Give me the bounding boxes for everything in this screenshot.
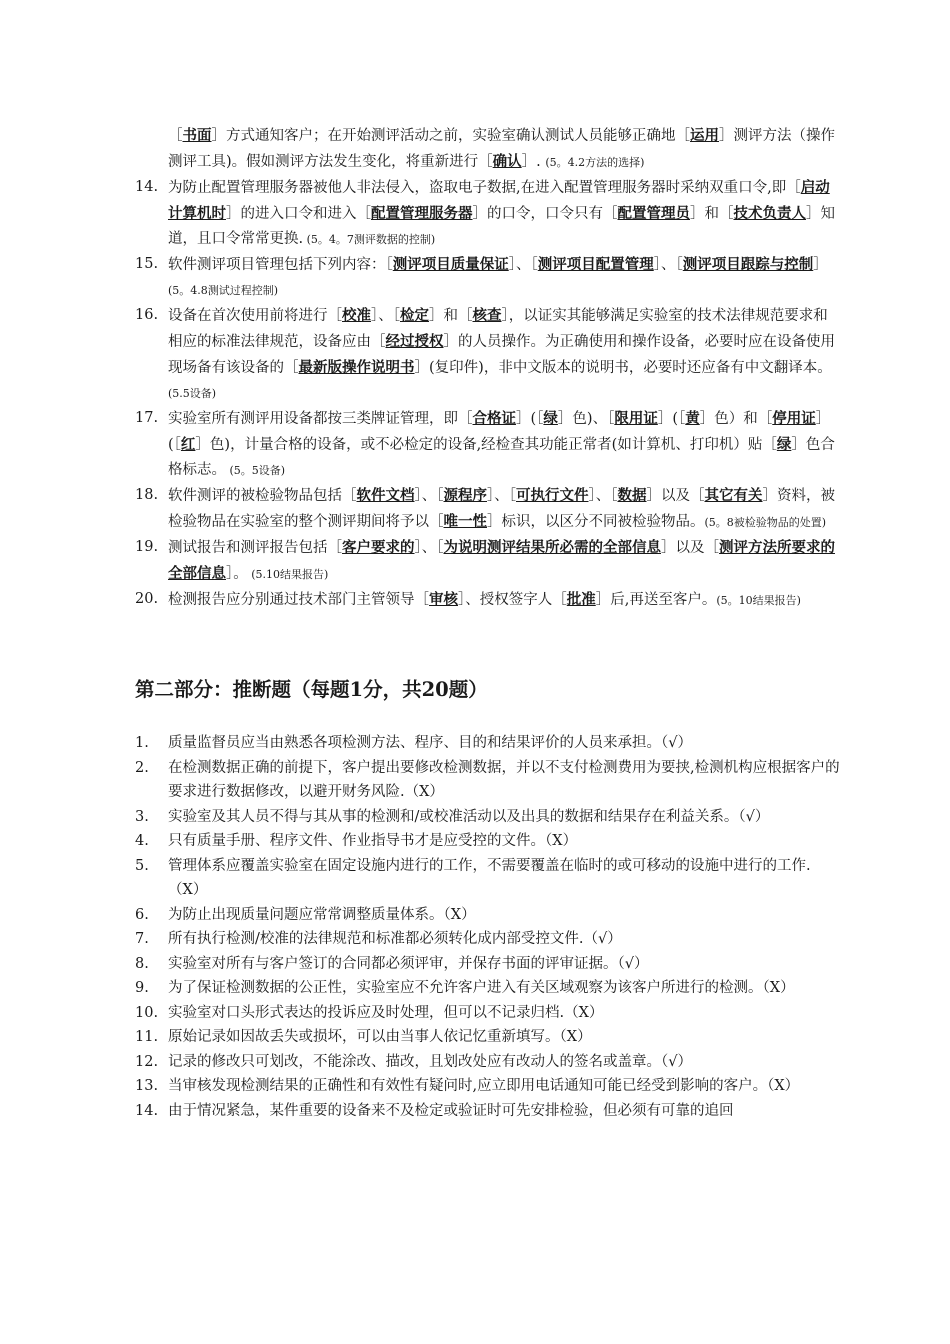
fill-in-blank-item bbox=[135, 406, 840, 483]
section-reference: (5。5设备) bbox=[226, 464, 286, 477]
question-text: ［ bbox=[168, 128, 183, 144]
question-text: ］的进入口令和进入［ bbox=[226, 206, 371, 222]
answer-blank: 为说明测评结果所必需的全部信息 bbox=[443, 539, 661, 556]
item-number: 9. bbox=[135, 980, 149, 996]
question-text: 软件测评项目管理包括下列内容：［ bbox=[168, 257, 393, 273]
answer-blank: 确认 bbox=[492, 153, 522, 170]
item-number: 5. bbox=[135, 857, 149, 874]
statement-text: 质量监督员应当由熟悉各项检测方法、程序、目的和结果评价的人员来承担。（√） bbox=[168, 735, 692, 751]
item-number: 6. bbox=[135, 906, 149, 923]
statement-text: 实验室及其人员不得与其从事的检测和/或校准活动以及出具的数据和结果存在利益关系。（√） bbox=[168, 808, 770, 825]
question-text: ］和［ bbox=[429, 308, 473, 324]
answer-blank: 配置管理员 bbox=[617, 205, 690, 222]
answer-blank: 配置管理服务器 bbox=[371, 205, 473, 222]
fill-in-blank-item bbox=[135, 535, 840, 587]
question-text: ］色)，计量合格的设备，或不必检定的设备,经检查其功能正常者(如计算机、打印机）贴［ bbox=[195, 437, 777, 453]
section-reference: (5.10结果报告) bbox=[247, 568, 329, 581]
answer-blank: 绿 bbox=[543, 410, 558, 427]
answer-blank: 其它有关 bbox=[704, 487, 763, 504]
question-text: ］、［ bbox=[414, 540, 444, 556]
answer-blank: 测评项目跟踪与控制 bbox=[682, 256, 814, 273]
answer-blank: 批准 bbox=[566, 591, 596, 608]
answer-blank: 客户要求的 bbox=[342, 539, 415, 556]
true-false-item bbox=[135, 927, 840, 952]
answer-blank: 测评项目质量保证 bbox=[392, 256, 509, 273]
answer-blank: 红 bbox=[180, 436, 196, 453]
question-text: ］资料，被检验物品在实验室的整个测评期间将予以［ bbox=[168, 488, 835, 530]
question-text: 检测报告应分别通过技术部门主管领导［ bbox=[168, 592, 429, 608]
item-number: 18. bbox=[135, 487, 159, 503]
answer-blank: 启动计算机时 bbox=[168, 179, 830, 222]
answer-blank: 停用证 bbox=[772, 410, 816, 427]
item-number: 3. bbox=[135, 808, 149, 825]
fill-in-blank-item bbox=[135, 252, 840, 303]
item-number: 1. bbox=[135, 735, 149, 751]
statement-text: 实验室对所有与客户签订的合同都必须评审，并保存书面的评审证据。（√） bbox=[168, 955, 649, 972]
question-text: ］、［ bbox=[508, 257, 538, 273]
statement-text: 在检测数据正确的前提下，客户提出要修改检测数据，并以不支付检测费用为要挟,检测机构应根据客户的要求进行数据修改，以避开财务风险.（X） bbox=[168, 759, 840, 800]
answer-blank: 合格证 bbox=[472, 410, 516, 427]
item-number: 19. bbox=[135, 539, 159, 555]
section-reference: (5。4。7测评数据的控制) bbox=[303, 233, 436, 246]
question-text: ］的口令，口令只有［ bbox=[472, 206, 618, 222]
statement-text: 当审核发现检测结果的正确性和有效性有疑问时,应立即用电话通知可能已经受到影响的客户。（X） bbox=[168, 1078, 800, 1094]
item-number: 11. bbox=[135, 1029, 159, 1045]
true-false-item bbox=[135, 1001, 840, 1026]
question-text: ］方式通知客户；在开始测评活动之前，实验室确认测试人员能够正确地［ bbox=[211, 128, 690, 144]
question-text: 实验室所有测评用设备都按三类牌证管理，即［ bbox=[168, 411, 473, 427]
item-number: 14. bbox=[135, 1102, 159, 1119]
true-false-item bbox=[135, 731, 840, 756]
statement-text: 所有执行检测/校准的法律规范和标准都必须转化成内部受控文件.（√） bbox=[168, 931, 622, 947]
answer-blank: 可执行文件 bbox=[516, 487, 589, 504]
answer-blank: 核查 bbox=[472, 307, 502, 324]
answer-blank: 唯一性 bbox=[443, 513, 487, 530]
true-false-item bbox=[135, 1025, 840, 1050]
answer-blank: 限用证 bbox=[614, 410, 658, 427]
answer-blank: 运用 bbox=[690, 127, 719, 144]
question-text: ］、［ bbox=[371, 308, 400, 324]
question-text: ］测评方法（操作测评工具)。假如测评方法发生变化，将重新进行［ bbox=[168, 128, 835, 170]
section-heading: 第二部分：推断题（每题1分，共20题） bbox=[135, 678, 488, 701]
item-number: 2. bbox=[135, 759, 149, 776]
item-number: 15. bbox=[135, 256, 159, 272]
true-false-item bbox=[135, 952, 840, 977]
question-text: ］知道，且口令常常更换. bbox=[168, 206, 835, 247]
true-false-item bbox=[135, 903, 840, 928]
answer-blank: 软件文档 bbox=[356, 487, 415, 504]
fill-in-blank-item bbox=[135, 303, 840, 406]
answer-blank: 测评方法所要求的全部信息 bbox=[168, 539, 835, 582]
question-text: ］标识，以区分不同被检验物品。 bbox=[487, 514, 705, 530]
item-number: 8. bbox=[135, 955, 149, 972]
question-text: ］ bbox=[813, 257, 828, 273]
answer-blank: 源程序 bbox=[443, 487, 487, 504]
answer-blank: 书面 bbox=[182, 127, 212, 144]
statement-text: 实验室对口头形式表达的投诉应及时处理，但可以不记录归档.（X） bbox=[168, 1004, 604, 1021]
continued-question-13 bbox=[135, 123, 840, 175]
section-reference: (5.5设备) bbox=[168, 387, 217, 400]
answer-blank: 校准 bbox=[342, 307, 371, 324]
question-text: ］、［ bbox=[653, 257, 683, 273]
question-text: ］(［ bbox=[168, 411, 831, 453]
true-false-item bbox=[135, 1050, 840, 1075]
question-text: ］，以证实其能够满足实验室的技术法律规范要求和相应的标准法律规范，设备应由［ bbox=[168, 308, 828, 350]
fill-in-blank-item bbox=[135, 587, 840, 613]
item-number: 12. bbox=[135, 1053, 159, 1070]
question-text: 为防止配置管理服务器被他人非法侵入，盗取电子数据,在进入配置管理服务器时采纳双重口令,即［ bbox=[168, 180, 801, 196]
question-text: ］、授权签字人［ bbox=[458, 592, 567, 608]
statement-text: 只有质量手册、程序文件、作业指导书才是应受控的文件。（X） bbox=[168, 833, 578, 849]
true-false-item bbox=[135, 976, 840, 1001]
fill-in-blank-item bbox=[135, 483, 840, 535]
question-text: ］色合格标志。 bbox=[168, 437, 835, 478]
true-false-item bbox=[135, 756, 840, 805]
answer-blank: 数据 bbox=[617, 487, 647, 504]
question-text: ］和［ bbox=[690, 206, 734, 222]
true-false-item bbox=[135, 1099, 840, 1124]
item-number: 4. bbox=[135, 833, 149, 849]
statement-text: 原始记录如因故丢失或损坏，可以由当事人依记忆重新填写。（X） bbox=[168, 1029, 592, 1045]
true-false-item bbox=[135, 805, 840, 830]
statement-text: 管理体系应覆盖实验室在固定设施内进行的工作，不需要覆盖在临时的或可移动的设施中进行的工作.（X） bbox=[168, 857, 811, 898]
question-text: ］、［ bbox=[487, 488, 516, 504]
statement-text: 记录的修改只可划改，不能涂改、描改，且划改处应有改动人的签名或盖章。（√） bbox=[168, 1053, 692, 1070]
question-text: 设备在首次使用前将进行［ bbox=[168, 308, 342, 324]
true-false-item bbox=[135, 829, 840, 854]
fill-in-blank-section bbox=[135, 123, 840, 613]
question-text: ］(复印件)，非中文版本的说明书，必要时还应备有中文翻译本。 bbox=[414, 360, 832, 376]
answer-blank: 绿 bbox=[776, 436, 792, 453]
answer-blank: 黄 bbox=[685, 410, 700, 427]
item-number: 10. bbox=[135, 1004, 159, 1021]
question-text: ］(［ bbox=[516, 411, 544, 427]
fill-in-blank-item bbox=[135, 175, 840, 252]
section-reference: (5。4.8测试过程控制) bbox=[168, 284, 279, 297]
item-number: 16. bbox=[135, 307, 159, 323]
true-false-list bbox=[135, 731, 840, 1123]
question-text: ］的人员操作。为正确使用和操作设备，必要时应在设备使用现场备有该设备的［ bbox=[168, 334, 835, 376]
answer-blank: 检定 bbox=[400, 307, 429, 324]
question-text: 测试报告和测评报告包括［ bbox=[168, 540, 342, 556]
question-text: ］. bbox=[521, 154, 546, 170]
question-text: ］后,再送至客户。 bbox=[595, 592, 717, 608]
item-number: 20. bbox=[135, 591, 159, 607]
statement-text: 为防止出现质量问题应常常调整质量体系。（X） bbox=[168, 906, 476, 923]
answer-blank: 经过授权 bbox=[385, 333, 444, 350]
item-number: 7. bbox=[135, 931, 149, 947]
question-text: ］、［ bbox=[414, 488, 444, 504]
answer-blank: 技术负责人 bbox=[733, 205, 806, 222]
question-text: ］、［ bbox=[588, 488, 618, 504]
question-text: ］以及［ bbox=[646, 488, 705, 504]
section-reference: (5。4.2方法的选择) bbox=[545, 156, 645, 169]
true-false-item bbox=[135, 1074, 840, 1099]
question-text: ］。 bbox=[226, 566, 248, 582]
section-reference: (5。8被检验物品的处置) bbox=[704, 516, 827, 529]
question-text: ］色)、［ bbox=[557, 411, 615, 427]
statement-text: 由于情况紧急，某件重要的设备来不及检定或验证时可先安排检验，但必须有可靠的追回 bbox=[168, 1102, 734, 1119]
item-number: 17. bbox=[135, 410, 159, 426]
question-text: ］以及［ bbox=[661, 540, 719, 556]
true-false-item bbox=[135, 854, 840, 903]
item-number: 14. bbox=[135, 179, 159, 195]
answer-blank: 审核 bbox=[429, 591, 458, 608]
section-reference: (5。10结果报告) bbox=[716, 594, 801, 607]
statement-text: 为了保证检测数据的公正性，实验室应不允许客户进入有关区域观察为该客户所进行的检测。（X） bbox=[168, 980, 795, 996]
question-text: ］(［ bbox=[657, 411, 686, 427]
question-text: 软件测评的被检验物品包括［ bbox=[168, 488, 357, 504]
item-number: 13. bbox=[135, 1078, 159, 1094]
question-text: ］色）和［ bbox=[699, 411, 773, 427]
answer-blank: 测评项目配置管理 bbox=[537, 256, 654, 273]
fill-in-blank-list bbox=[135, 175, 840, 613]
answer-blank: 最新版操作说明书 bbox=[298, 359, 415, 376]
